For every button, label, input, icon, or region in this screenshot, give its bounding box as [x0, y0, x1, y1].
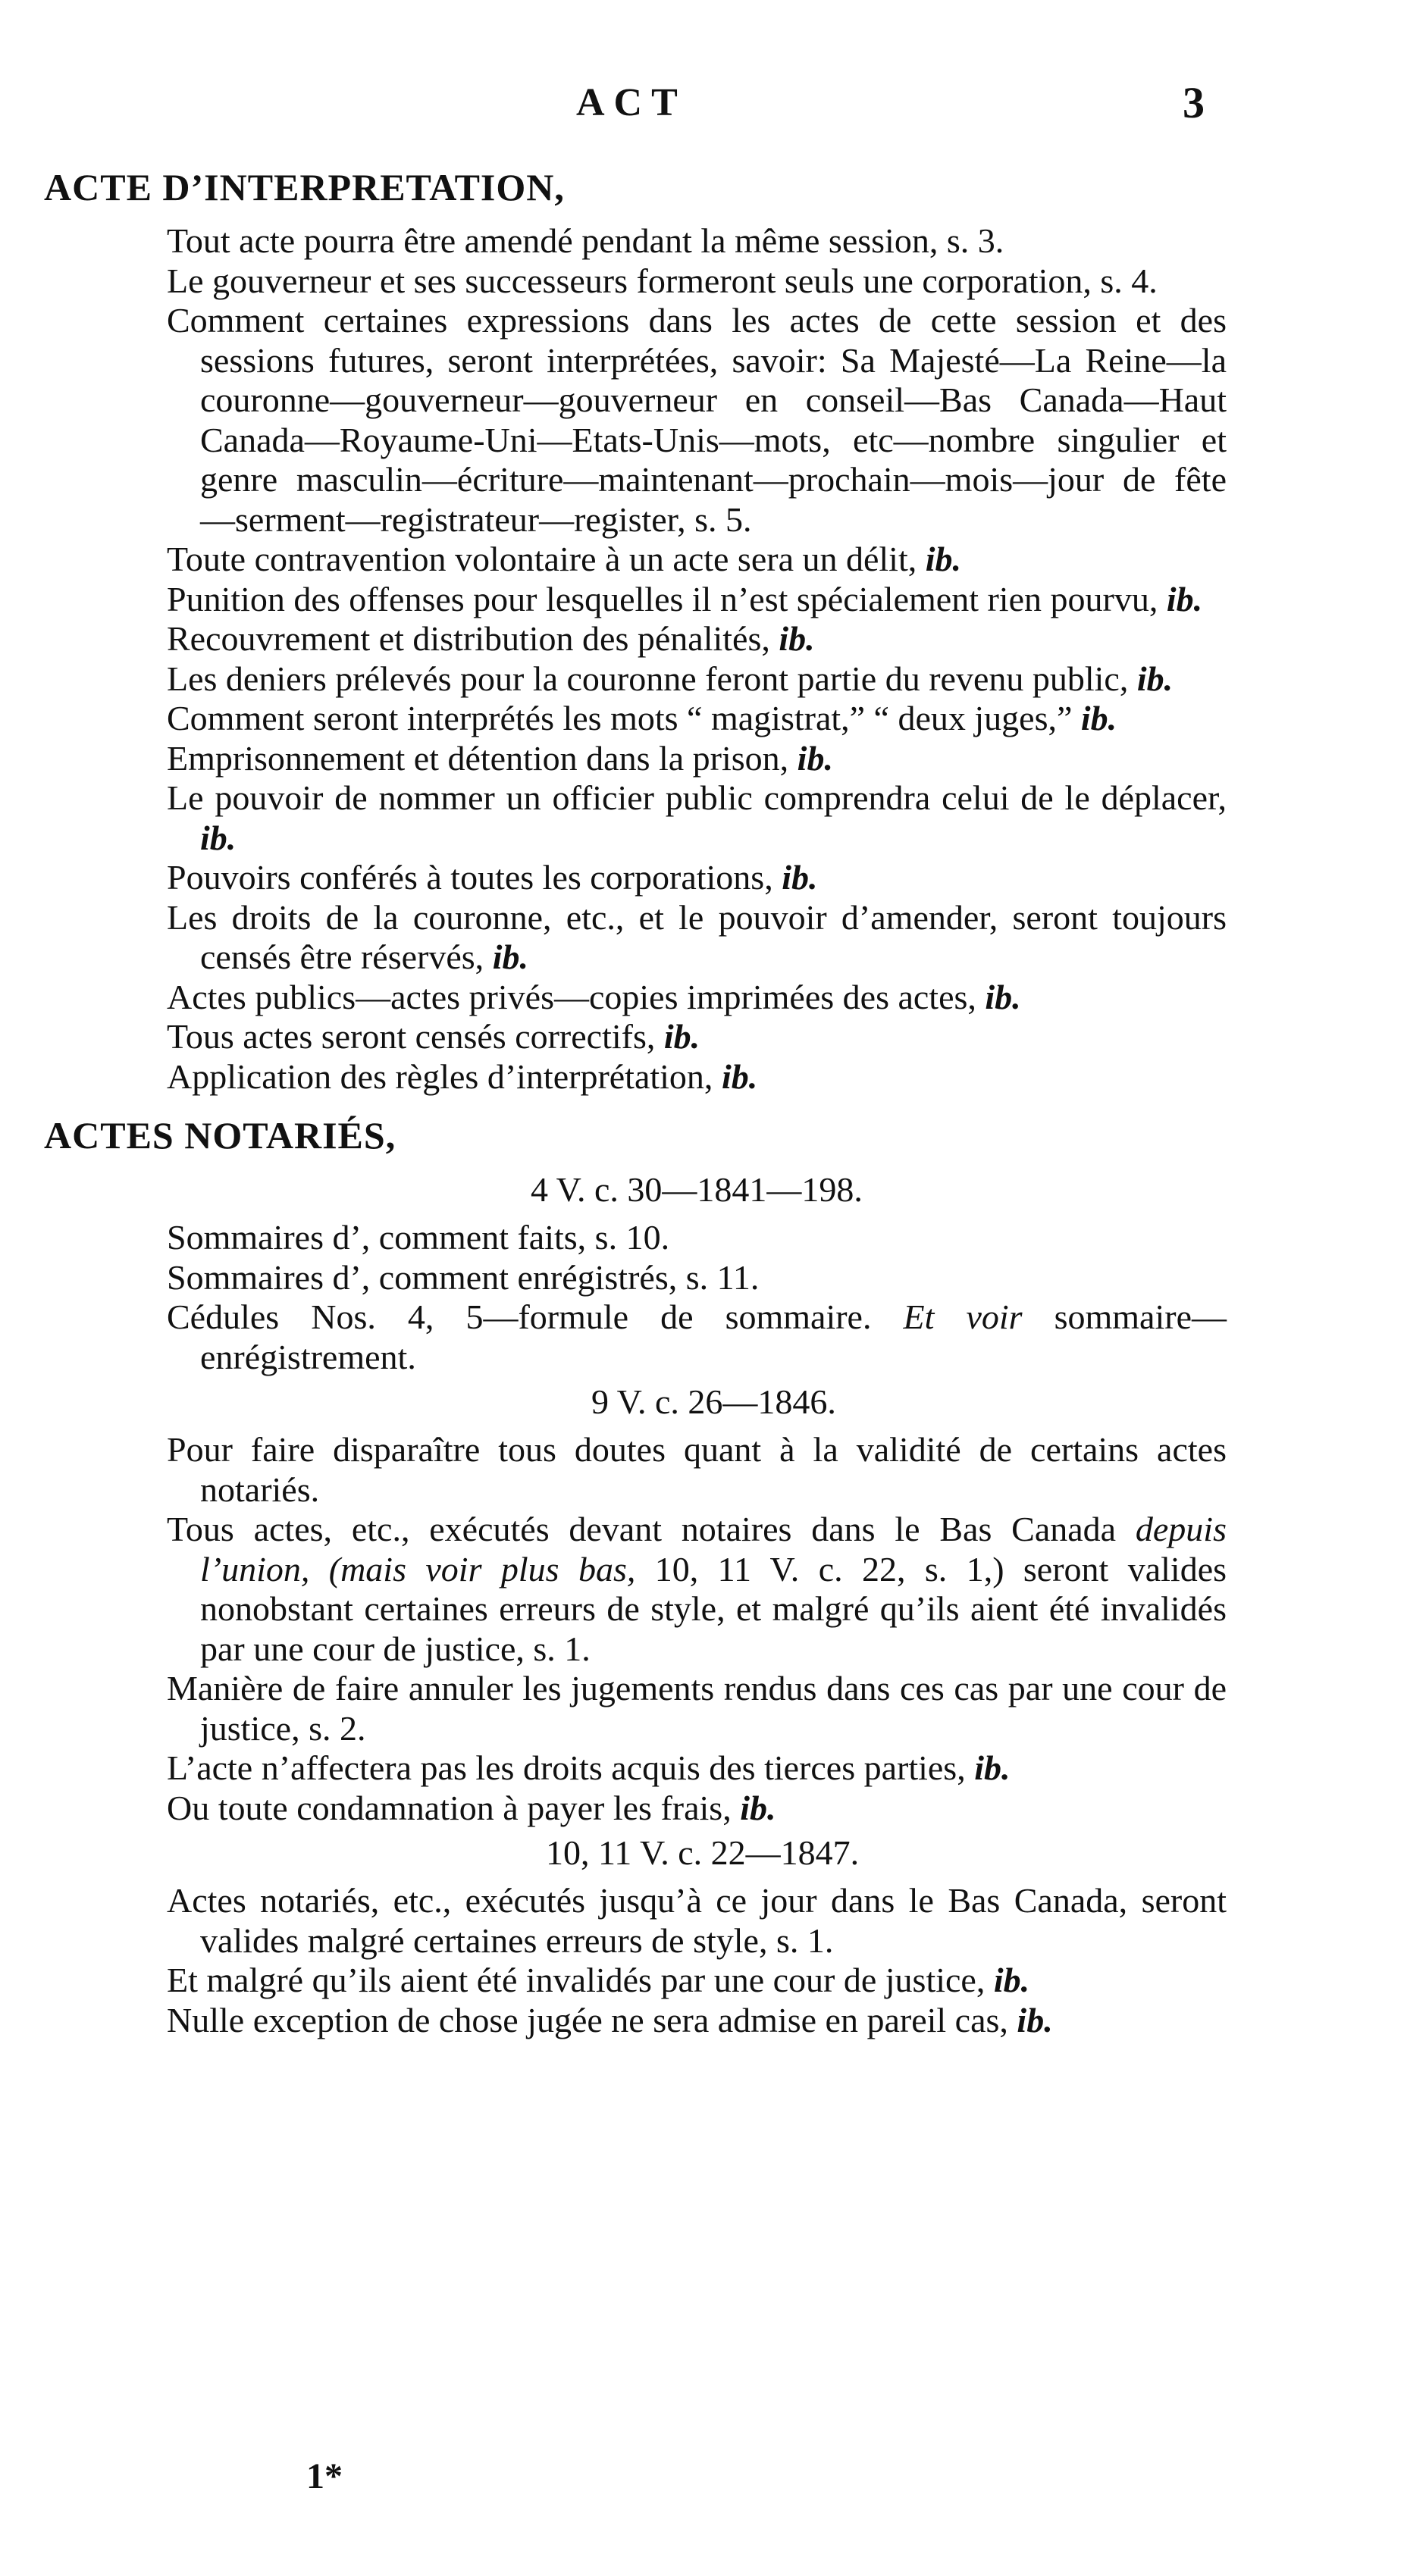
entry-text: Les deniers prélevés pour la couronne feront partie du revenu public, [167, 659, 1129, 698]
entry-text: Les droits de la couronne, etc., et le pouvoir d’amender, seront toujours censés être réservés, [167, 897, 1227, 976]
entry-text: Toute contravention volontaire à un acte sera un délit, [167, 540, 917, 578]
index-entry [167, 659, 1227, 700]
index-entry: Manière de faire annuler les jugements rendus dans ces cas par une cour de justice, s. 2. [167, 1669, 1227, 1748]
page-number: 3 [1183, 78, 1205, 127]
index-entry [167, 540, 1227, 580]
index-entry [167, 1789, 1227, 1829]
entry-reference: ib. [974, 1748, 1011, 1787]
index-entry [167, 1748, 1227, 1789]
entry-text: Et malgré qu’ils aient été invalidés par une cour de justice, [167, 1961, 986, 1999]
statute-citation: 10, 11 V. c. 22—1847. [546, 1833, 860, 1872]
index-entry [167, 1017, 1227, 1057]
entry-reference: ib. [925, 540, 962, 578]
index-entry [167, 978, 1227, 1018]
index-entry: Sommaires d’, comment enrégistrés, s. 11. [167, 1257, 760, 1297]
entry-text: Tous actes seront censés correctifs, [167, 1017, 656, 1056]
entry-reference: ib. [740, 1788, 776, 1827]
index-content [44, 167, 1227, 2040]
entry-text: Tous actes, etc., exécutés devant notaires dans le Bas Canada [167, 1510, 1117, 1548]
section-heading: ACTE D’INTERPRETATION, [44, 166, 565, 208]
index-entry [167, 739, 1227, 779]
index-entry [167, 580, 1227, 620]
entry-reference: ib. [985, 977, 1021, 1016]
index-entry: Pour faire disparaître tous doutes quant à la validité de certains actes notariés. [167, 1430, 1227, 1509]
entry-reference: ib. [721, 1056, 758, 1096]
entry-reference: ib. [782, 858, 818, 897]
index-entry [167, 858, 1227, 898]
index-entry [167, 1297, 1227, 1377]
entry-text: Ou toute condamnation à payer les frais, [167, 1788, 732, 1827]
index-entry: Comment certaines expressions dans les actes de cette session et des sessions futures, seront interprétées, savoir: Sa Majesté—La Reine—la couronne—gouverneur—gouverneur en conseil—Bas Canada—Haut Canada—Royaume-Uni—Etats-Unis—mots, etc—nombre singulier et genre masculin—écriture—maintenant—prochain—mois—jour de fête—serment—registrateur—register, s. 5. [167, 301, 1227, 539]
entry-reference: ib. [663, 1017, 700, 1056]
entry-italic-text: depuis l’union, (mais voir plus bas, [200, 1510, 1227, 1588]
section-entries [167, 1169, 1227, 2040]
index-entry [167, 1510, 1227, 1669]
entry-text: Le pouvoir de nommer un officier public comprendra celui de le déplacer, [167, 778, 1227, 817]
index-entry [167, 778, 1227, 858]
entry-reference: ib. [200, 818, 237, 857]
entry-text: Punition des offenses pour lesquelles il n’est spécialement rien pourvu, [167, 579, 1158, 618]
section-heading: ACTES NOTARIÉS, [44, 1114, 396, 1157]
index-entry [167, 2001, 1227, 2041]
entry-text: Recouvrement et distribution des pénalités, [167, 619, 770, 658]
entry-text: Cédules Nos. 4, 5—formule de sommaire. [167, 1297, 872, 1336]
running-head [0, 80, 1407, 141]
entry-text: Actes publics—actes privés—copies imprimées des actes, [167, 977, 976, 1016]
running-head-title: ACT [576, 81, 687, 124]
index-entry: Sommaires d’, comment faits, s. 10. [167, 1218, 670, 1257]
entry-reference: ib. [1017, 2000, 1053, 2039]
cross-reference-label: Et voir [903, 1297, 1023, 1336]
cross-reference-terms: sommaire—enrégistrement. [200, 1297, 1227, 1376]
entry-reference: ib. [797, 738, 833, 778]
entry-text: L’acte n’affectera pas les droits acquis des tierces parties, [167, 1748, 966, 1787]
entry-text: Emprisonnement et détention dans la prison, [167, 738, 789, 778]
signature-mark: 1* [306, 2456, 343, 2496]
index-entry [167, 1057, 1227, 1097]
entry-text: 10, 11 V. c. 22, s. 1,) seront valides nonobstant certaines erreurs de style, et malgré qu’ils aient été invalidés par une cour de justice, s. 1. [200, 1549, 1227, 1668]
entry-text: Nulle exception de chose jugée ne sera admise en pareil cas, [167, 2000, 1008, 2039]
index-entry [167, 898, 1227, 978]
entry-reference: ib. [1080, 699, 1117, 737]
entry-reference: ib. [993, 1961, 1030, 1999]
index-entry [167, 1961, 1227, 2001]
entry-reference: ib. [492, 937, 528, 976]
index-entry: Tout acte pourra être amendé pendant la même session, s. 3. [167, 221, 1004, 260]
index-entry [167, 619, 1227, 659]
index-entry: Actes notariés, etc., exécutés jusqu’à ce jour dans le Bas Canada, seront valides malgré certaines erreurs de style, s. 1. [167, 1881, 1227, 1960]
entry-text: Pouvoirs conférés à toutes les corporations, [167, 858, 773, 897]
entry-reference: ib. [779, 619, 815, 658]
entry-reference: ib. [1166, 579, 1203, 618]
entry-text: Application des règles d’interprétation, [167, 1056, 713, 1096]
index-entry [167, 699, 1227, 739]
section-entries [167, 221, 1227, 1097]
statute-citation: 9 V. c. 26—1846. [591, 1382, 836, 1421]
entry-text: Comment seront interprétés les mots “ magistrat,” “ deux juges,” [167, 699, 1073, 737]
entry-reference: ib. [1136, 659, 1174, 698]
statute-citation: 4 V. c. 30—1841—198. [531, 1170, 863, 1209]
index-entry: Le gouverneur et ses successeurs formeront seuls une corporation, s. 4. [167, 261, 1158, 300]
